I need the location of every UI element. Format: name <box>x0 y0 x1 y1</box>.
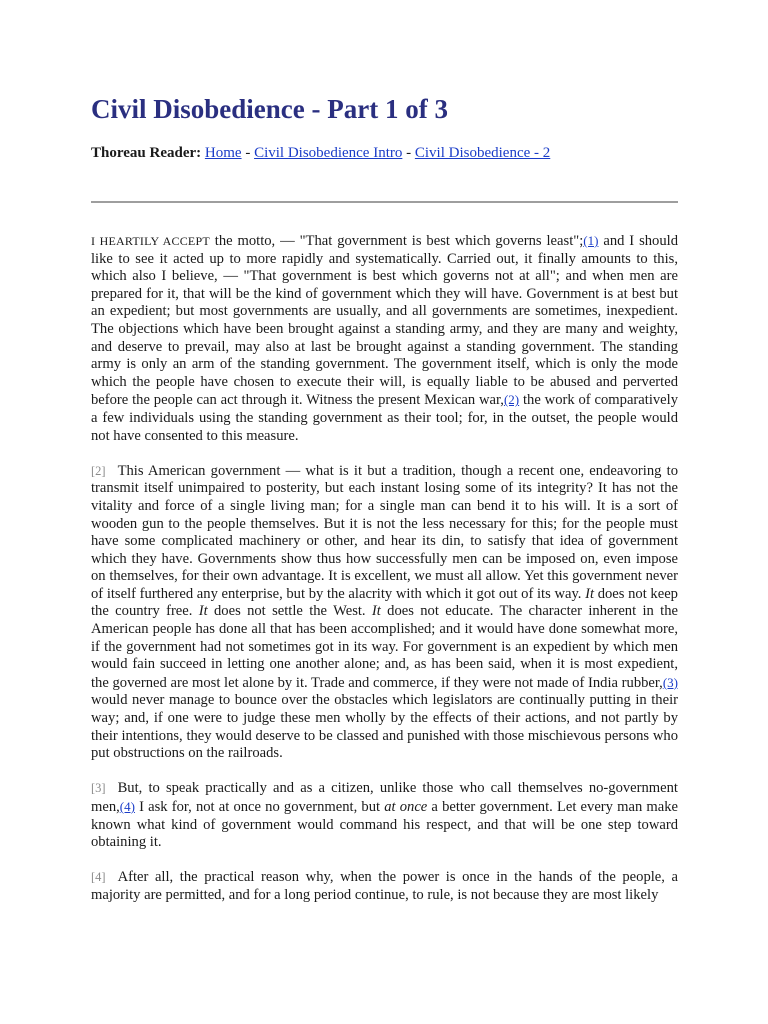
italic-text: It <box>198 603 208 620</box>
breadcrumb-label: Thoreau Reader: <box>91 145 202 161</box>
paragraph-text: the motto, — "That government is best which governs least"; <box>209 233 584 249</box>
paragraph-2 <box>91 463 678 763</box>
breadcrumb-separator: - <box>402 145 415 161</box>
paragraph-text: the work of comparatively a few individuals using the standing government as their tool; for, in the outset, the people would not have consented to this measure. <box>91 392 678 444</box>
divider <box>91 201 678 203</box>
breadcrumb-link-home[interactable]: Home <box>204 145 242 161</box>
breadcrumb <box>91 143 678 163</box>
footnote-link-3[interactable]: (3) <box>662 674 678 690</box>
paragraph-text: a better government. Let every man make known what kind of government would command his respect, and that will be one step toward obtaining it. <box>91 799 678 851</box>
breadcrumb-link-intro[interactable]: Civil Disobedience Intro <box>254 145 403 161</box>
paragraph-text: After all, the practical reason why, when the power is once in the hands of the people, a majority are permitted, and for a long period continue, to rule, is not because they are most likely <box>91 869 678 903</box>
paragraph-text: does not keep the country free. <box>91 585 678 620</box>
paragraph-number: [3] <box>91 781 106 796</box>
italic-text: It <box>371 603 381 620</box>
paragraph-text: and I should like to see it acted up to more rapidly and systematically. Carried out, it finally amounts to this, which also I believe, — "That government is best which governs not at all"; and when men are prepared for it, that will be the kind of government which they will have. Government is at best but an expedient; but most governments are usually, and all governments are sometimes, inexpedient. The objections which have been brought against a standing army, and they are many and weighty, and deserve to prevail, may also at last be brought against a standing government. The standing army is only an arm of the standing government. The government itself, which is only the mode which the people have chosen to execute their will, is equally liable to be abused and perverted before the people can act through it. Witness the present Mexican war, <box>91 233 678 409</box>
italic-text: It <box>585 585 595 602</box>
paragraph-number: [4] <box>91 870 106 885</box>
paragraph-text: would never manage to bounce over the obstacles which legislators are continually putting in their way; and, if one were to judge these men wholly by the effects of their actions, and not partly by their intentions, they would deserve to be classed and punished with those mischievous persons who put obstructions on the railroads. <box>91 692 678 762</box>
lead-small-caps: I HEARTILY ACCEPT <box>91 234 210 248</box>
paragraph-number: [2] <box>91 463 106 478</box>
paragraph-3 <box>91 780 678 851</box>
paragraph-1 <box>91 232 678 445</box>
paragraph-text: This American government — what is it but a tradition, though a recent one, endeavoring to transmit itself unimpaired to posterity, but each instant losing some of its integrity? It has not the vitality and force of a single living man; for a single man can bend it to his will. It is a sort of wooden gun to the people themselves. But it is not the less necessary for this; for the people must have some complicated machinery or other, and hear its din, to satisfy that idea of government which they have. Governments show thus how successfully men can be imposed on, even impose on themselves, for their own advantage. It is excellent, we must all allow. Yet this government never of itself furthered any enterprise, but by the alacrity with which it got out of its way. <box>91 462 678 602</box>
paragraph-text: I ask for, not at once no government, but <box>134 799 385 815</box>
page-title: Civil Disobedience - Part 1 of 3 <box>91 94 448 124</box>
paragraph-text: does not settle the West. <box>207 603 372 620</box>
italic-text: at once <box>384 799 428 815</box>
footnote-link-2[interactable]: (2) <box>503 392 520 408</box>
footnote-link-4[interactable]: (4) <box>119 799 135 814</box>
paragraph-text: But, to speak practically and as a citizen, unlike those who call themselves no-government men, <box>91 780 678 815</box>
breadcrumb-link-part-2[interactable]: Civil Disobedience - 2 <box>414 145 551 161</box>
article-body <box>91 232 678 905</box>
paragraph-4 <box>91 869 678 904</box>
breadcrumb-separator: - <box>241 145 255 161</box>
footnote-link-1[interactable]: (1) <box>583 233 599 248</box>
paragraph-text: does not educate. The character inherent in the American people has done all that has been accomplished; and it would have done somewhat more, if the government had not sometimes got in its way. For government is an expedient by which men would fain succeed in letting one another alone; and, as has been said, when it is most expedient, the governed are most let alone by it. Trade and commerce, if they were not made of India rubber, <box>91 603 679 691</box>
